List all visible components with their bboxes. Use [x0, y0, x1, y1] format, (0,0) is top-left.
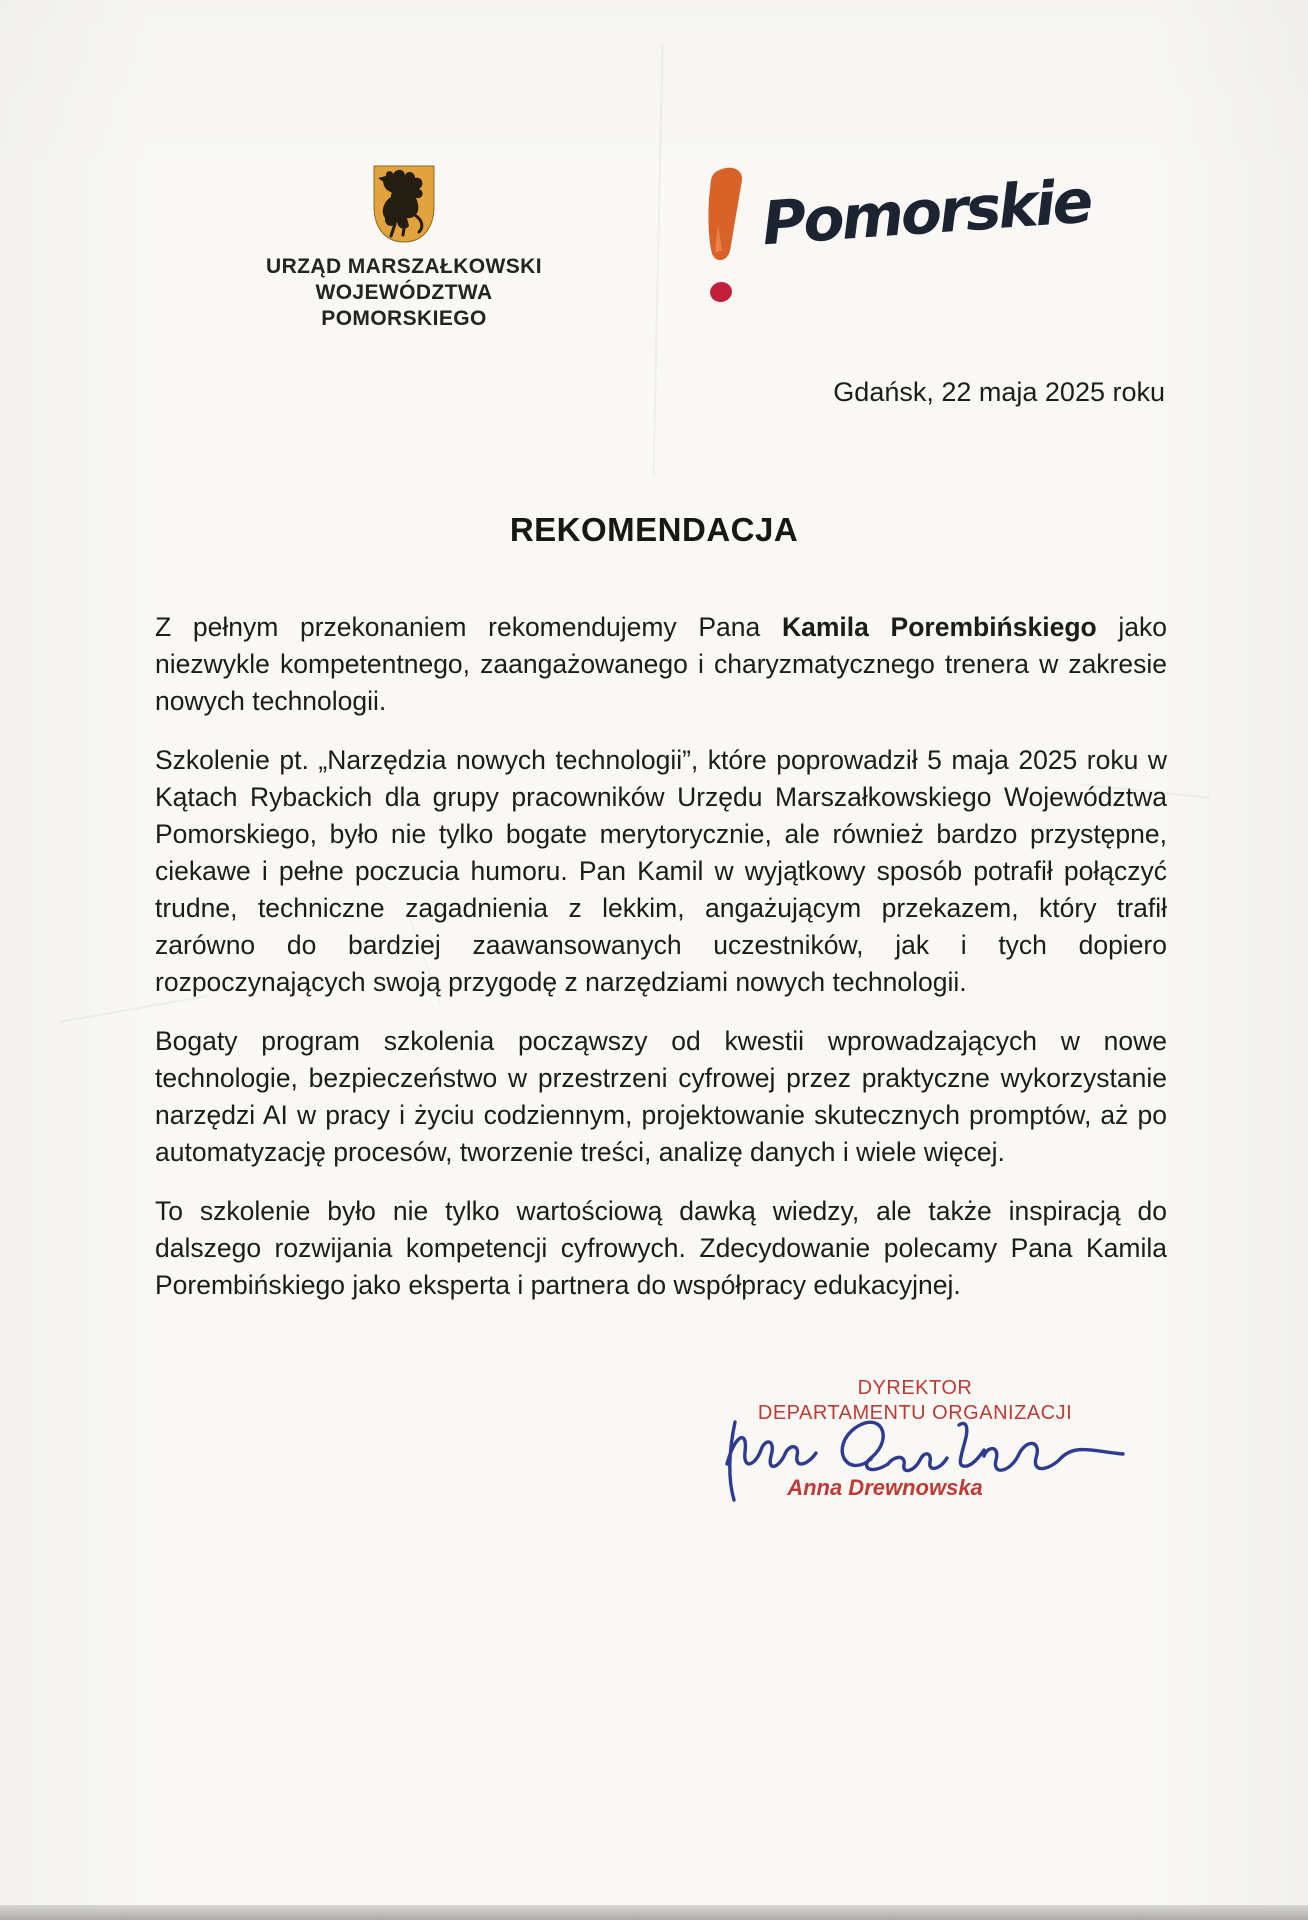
org-name-line2: WOJEWÓDZTWA POMORSKIEGO	[315, 281, 493, 330]
paragraph-2: Szkolenie pt. „Narzędzia nowych technologii”, które poprowadził 5 maja 2025 roku w Kątach Rybackich dla grupy pracowników Urzędu Marszałkowskiego Województwa Pomorskiego, było nie tylko bogate merytorycznie, ale również bardzo przystępne, ciekawe i pełne poczucia humoru. Pan Kamil w wyjątkowy sposób potrafił połączyć trudne, techniczne zagadnienia z lekkim, angażującym przekazem, który trafił zarówno do bardziej zaawansowanych uczestników, jak i tych dopiero rozpoczynających swoją przygodę z narzędziami nowych technologii.	[155, 745, 1167, 997]
paragraph-1-post: jako niezwykle kompetentnego, zaangażowanego i charyzmatycznego trenera w zakresie nowych technologii.	[155, 612, 1168, 716]
paragraph-1-pre: Z pełnym przekonaniem rekomendujemy Pana	[155, 612, 782, 642]
letter-title: REKOMENDACJA	[509, 511, 799, 548]
pomorskie-logo-text: Pomorskie	[759, 166, 1093, 260]
org-name-line1: URZĄD MARSZAŁKOWSKI	[266, 255, 542, 278]
letterhead-office-block	[258, 164, 550, 332]
exclamation-brushstroke-icon	[698, 164, 754, 310]
letter-body	[155, 609, 1167, 1326]
paper-bottom-edge	[0, 1905, 1308, 1920]
signature-stamp-department: DEPARTAMENTU ORGANIZACJI	[757, 1402, 1073, 1424]
dateline: Gdańsk, 22 maja 2025 roku	[833, 377, 1165, 407]
paper-crease	[652, 45, 663, 475]
signatory-name: Anna Drewnowska	[787, 1475, 983, 1500]
pomeranian-coat-of-arms-icon	[371, 164, 437, 244]
paragraph-3: Bogaty program szkolenia począwszy od kwestii wprowadzających w nowe technologie, bezpieczeństwo w przestrzeni cyfrowej przez praktyczne wykorzystanie narzędzi AI w pracy i życiu codziennym, projektowanie skutecznych promptów, aż po automatyzację procesów, tworzenie treści, analizę danych i wiele więcej.	[155, 1026, 1167, 1167]
signature-stamp-title: DYREKTOR	[857, 1377, 973, 1399]
paragraph-1	[155, 609, 1167, 720]
pomorskie-logo	[698, 156, 1098, 306]
recommended-person-name: Kamila Porembińskiego	[781, 612, 1097, 642]
paragraph-4: To szkolenie było nie tylko wartościową dawką wiedzy, ale także inspiracją do dalszego rozwijania kompetencji cyfrowych. Zdecydowanie polecamy Pana Kamila Porembińskiego jako eksperta i partnera do współpracy edukacyjnej.	[155, 1196, 1167, 1300]
signature-block	[705, 1376, 1125, 1500]
